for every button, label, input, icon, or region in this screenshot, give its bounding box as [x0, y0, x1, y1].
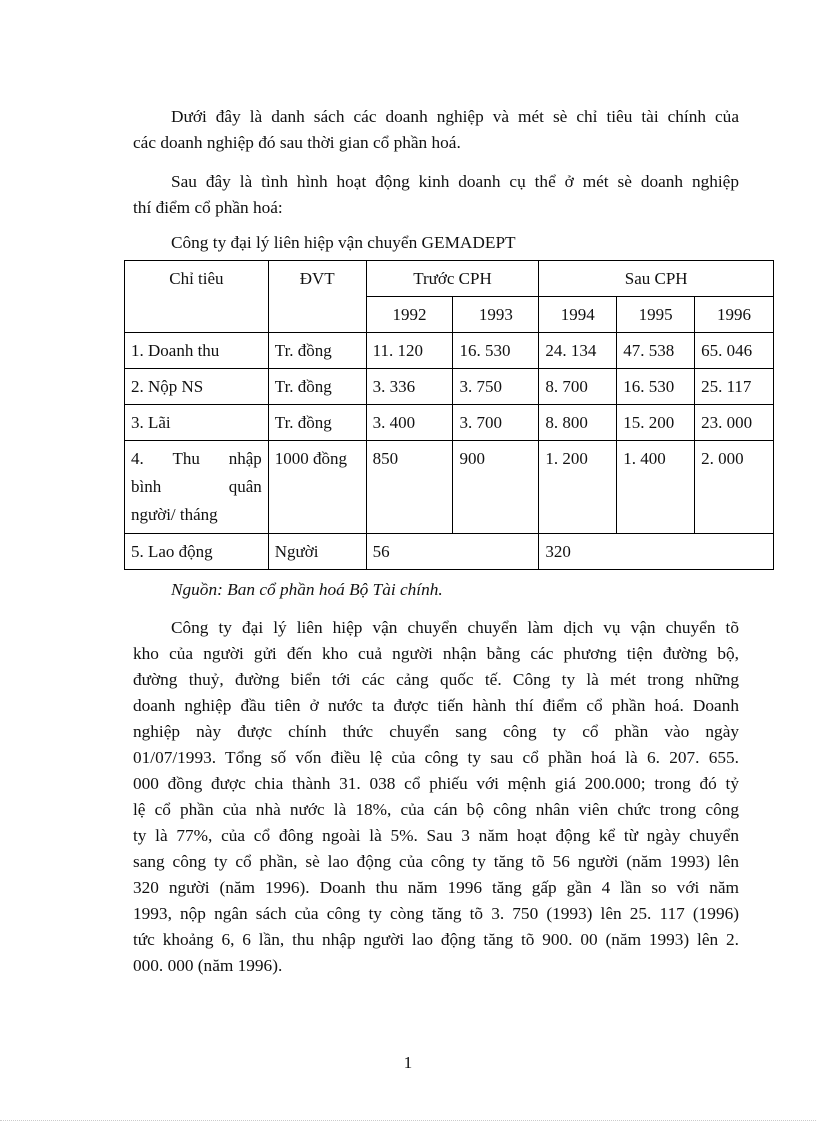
year-cell: 1996 — [695, 297, 774, 333]
row-value: 3. 400 — [366, 405, 453, 441]
row-value: 11. 120 — [366, 333, 453, 369]
row-unit: 1000 đồng — [268, 441, 366, 534]
row-value: 3. 700 — [453, 405, 539, 441]
table-row-labor — [125, 534, 774, 570]
labor-after-value: 320 — [539, 534, 774, 570]
table-row — [125, 369, 774, 405]
footer-divider — [0, 1120, 816, 1121]
year-cell: 1992 — [366, 297, 453, 333]
income-label-line2: bình quân — [131, 477, 262, 496]
table-row — [125, 405, 774, 441]
row-value: 24. 134 — [539, 333, 617, 369]
income-label-line3: người/ tháng — [131, 505, 218, 524]
row-value: 23. 000 — [695, 405, 774, 441]
row-value: 15. 200 — [617, 405, 695, 441]
table-row-income — [125, 441, 774, 534]
body-line: doanh nghiệp đầu tiên ở nước ta được tiến hành thí điểm cổ phần hoá. Doanh — [133, 696, 739, 715]
header-unit: ĐVT — [268, 261, 366, 333]
row-value: 25. 117 — [695, 369, 774, 405]
body-line: 000. 000 (năm 1996). — [133, 956, 283, 975]
intro2-line-2: thí điểm cổ phần hoá: — [133, 198, 283, 217]
body-line: kho của người gửi đến kho cuả người nhận bằng các phương tiện đường bộ, — [133, 644, 739, 663]
body-line: Công ty đại lý liên hiệp vận chuyển chuyển làm dịch vụ vận chuyển tõ — [171, 618, 739, 637]
financial-table — [124, 260, 774, 570]
page-number: 1 — [403, 1053, 413, 1072]
row-value: 16. 530 — [617, 369, 695, 405]
row-value: 16. 530 — [453, 333, 539, 369]
table-header-row — [125, 261, 774, 297]
row-value: 47. 538 — [617, 333, 695, 369]
intro-paragraph — [133, 104, 739, 156]
row-unit: Người — [268, 534, 366, 570]
row-label: 3. Lãi — [125, 405, 269, 441]
row-value: 850 — [366, 441, 453, 534]
body-line: tức khoảng 6, 6 lần, thu nhập người lao động tăng tõ 900. 00 (năm 1993) lên 2. — [133, 930, 739, 949]
body-line: 1993, nộp ngân sách của công ty còng tăng tõ 3. 750 (1993) lên 25. 117 (1996) — [133, 904, 739, 923]
body-line: 000 đồng được chia thành 31. 038 cổ phiếu với mệnh giá 200.000; trong đó tỷ — [133, 774, 739, 793]
row-unit: Tr. đồng — [268, 333, 366, 369]
body-line: ty là 77%, của cổ đông ngoài là 5%. Sau 3 năm hoạt động kể từ ngày chuyển — [133, 826, 739, 845]
intro-line-2: các doanh nghiệp đó sau thời gian cổ phần hoá. — [133, 133, 461, 152]
row-value: 1. 400 — [617, 441, 695, 534]
labor-before-value: 56 — [366, 534, 539, 570]
income-label-line1: 4. Thu nhập — [131, 449, 262, 468]
row-value: 8. 700 — [539, 369, 617, 405]
body-line: nghiệp này được chính thức chuyển sang công ty cổ phần vào ngày — [133, 722, 739, 741]
body-line: đường thuỷ, đường biển tới các cảng quốc tế. Công ty là mét trong những — [133, 670, 739, 689]
row-unit: Tr. đồng — [268, 369, 366, 405]
row-value: 1. 200 — [539, 441, 617, 534]
row-value: 65. 046 — [695, 333, 774, 369]
row-label: 1. Doanh thu — [125, 333, 269, 369]
table-row — [125, 333, 774, 369]
body-line: lệ cổ phần của nhà nước là 18%, của cán bộ công nhân viên chức trong công — [133, 800, 739, 819]
year-cell: 1994 — [539, 297, 617, 333]
table-caption: Công ty đại lý liên hiệp vận chuyển GEMADEPT — [171, 233, 516, 252]
intro-line-1: Dưới đây là danh sách các doanh nghiệp và mét sè chỉ tiêu tài chính của — [171, 107, 739, 126]
year-cell: 1993 — [453, 297, 539, 333]
row-label: 5. Lao động — [125, 534, 269, 570]
intro2-paragraph — [133, 169, 739, 221]
header-criteria: Chỉ tiêu — [125, 261, 269, 333]
row-value: 900 — [453, 441, 539, 534]
row-value: 3. 750 — [453, 369, 539, 405]
row-value: 2. 000 — [695, 441, 774, 534]
source-note: Nguồn: Ban cổ phần hoá Bộ Tài chính. — [171, 580, 443, 599]
header-after-cph: Sau CPH — [539, 261, 774, 297]
intro2-line-1: Sau đây là tình hình hoạt động kinh doanh cụ thể ở mét sè doanh nghiệp — [171, 172, 739, 191]
body-line: sang công ty cổ phần, sè lao động của công ty tăng tõ 56 người (năm 1993) lên — [133, 852, 739, 871]
row-label: 2. Nộp NS — [125, 369, 269, 405]
body-paragraph — [133, 615, 739, 979]
header-before-cph: Trước CPH — [366, 261, 539, 297]
row-value: 8. 800 — [539, 405, 617, 441]
row-value: 3. 336 — [366, 369, 453, 405]
income-label — [125, 441, 269, 534]
body-line: 01/07/1993. Tổng số vốn điều lệ của công ty sau cổ phần hoá là 6. 207. 655. — [133, 748, 739, 767]
year-cell: 1995 — [617, 297, 695, 333]
row-unit: Tr. đồng — [268, 405, 366, 441]
body-line: 320 người (năm 1996). Doanh thu năm 1996 tăng gấp gần 4 lần so với năm — [133, 878, 739, 897]
